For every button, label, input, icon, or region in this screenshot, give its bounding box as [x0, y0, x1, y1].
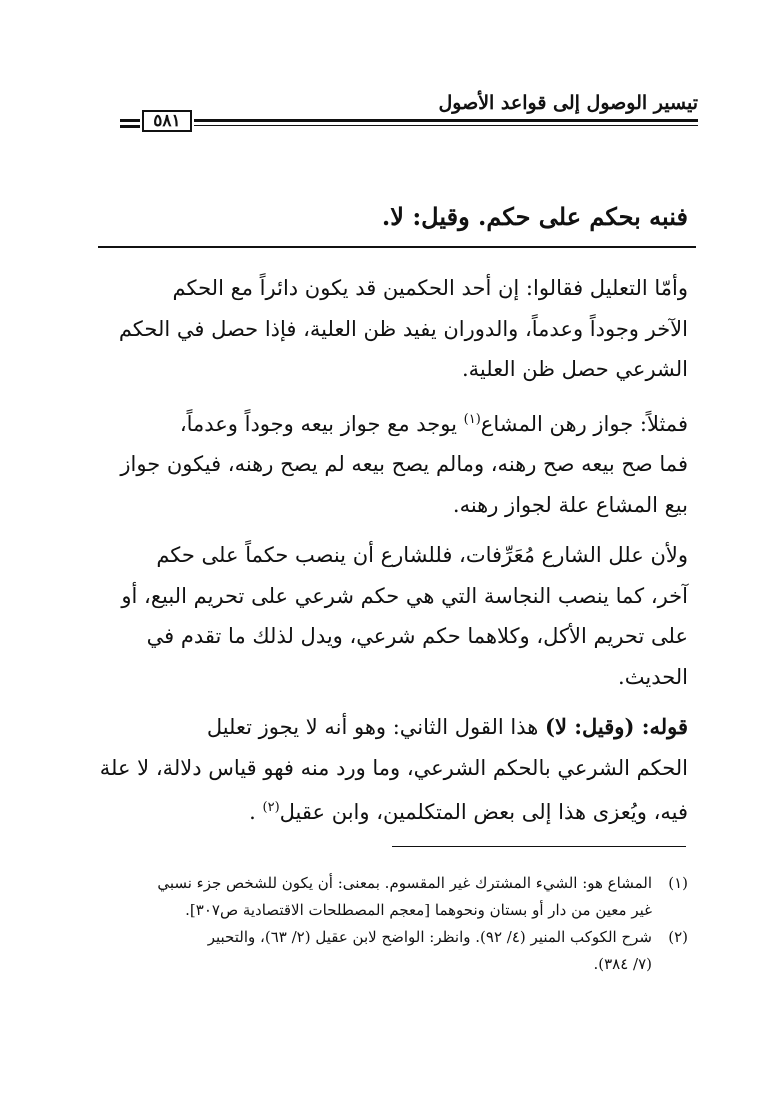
- text-line: الحكم الشرعي بالحكم الشرعي، وما ورد منه فهو قياس دلالة، لا علة: [99, 755, 688, 780]
- quote-label: قوله: (وقيل: لا): [545, 714, 688, 739]
- footnotes: [84, 870, 688, 978]
- matn-rule: [98, 246, 696, 248]
- footnote-number: (١): [668, 874, 688, 892]
- text-line: على تحريم الأكل، وكلاهما حكم شرعي، ويدل لذلك ما تقدم في: [146, 624, 688, 648]
- text-line: فيه، ويُعزى هذا إلى بعض المتكلمين، وابن عقيل$^{(٢)}$ .: [249, 800, 688, 824]
- header-rule-thick: [194, 119, 698, 122]
- paragraph-4: [88, 707, 688, 833]
- text-line: فما صح بيعه صح رهنه، ومالم يصح بيعه لم يصح رهنه، فيكون جواز: [120, 452, 688, 476]
- text-line: بيع المشاع علة لجواز رهنه.: [452, 492, 688, 517]
- footnote-line: المشاع هو: الشيء المشترك غير المقسوم. بمعنى: أن يكون للشخص جزء نسبي: [157, 874, 652, 892]
- footnote-2: [84, 924, 688, 978]
- text-line: آخر، كما ينصب النجاسة التي هي حكم شرعي على تحريم البيع، أو: [121, 583, 688, 608]
- text-line: قوله: (وقيل: لا) هذا القول الثاني: وهو أنه لا يجوز تعليل: [206, 714, 688, 739]
- running-title: تيسير الوصول إلى قواعد الأصول: [438, 92, 698, 114]
- paragraph-3: [88, 535, 688, 697]
- footnote-line: غير معين من دار أو بستان ونحوهما [معجم المصطلحات الاقتصادية ص٣٠٧].: [185, 901, 652, 919]
- text-line: الحديث.: [618, 664, 688, 689]
- footnote-ref-1[interactable]: (١): [463, 411, 481, 427]
- text-line: الشرعي حصل ظن العلية.: [462, 357, 688, 381]
- footnote-line: (٧/ ٣٨٤).: [593, 955, 652, 973]
- footnote-line: شرح الكوكب المنير (٤/ ٩٢). وانظر: الواضح لابن عقيل (٢/ ٦٣)، والتحبير: [207, 928, 652, 946]
- text-line: فمثلاً: جواز رهن المشاع$^{(١)}$ يوجد مع جواز بيعه وجوداً وعدماً،: [179, 411, 688, 436]
- text-line: ولأن علل الشارع مُعَرِّفات، فللشارع أن ينصب حكماً على حكم: [156, 543, 688, 567]
- footnote-1: [84, 870, 688, 924]
- text-line: الآخر وجوداً وعدماً، والدوران يفيد ظن العلية، فإذا حصل في الحكم: [118, 316, 688, 341]
- commentary-body: [88, 268, 688, 843]
- header-rule-thin: [194, 125, 698, 126]
- header-rule-left-2: [120, 125, 140, 128]
- paragraph-1: [88, 268, 688, 390]
- footnote-number: (٢): [668, 928, 688, 946]
- header-rule-left-1: [120, 119, 140, 122]
- page-number: ٥٨١: [142, 110, 192, 132]
- footnote-ref-2[interactable]: (٢): [262, 800, 280, 815]
- paragraph-2: [88, 400, 688, 526]
- footnote-separator: [392, 846, 686, 847]
- page-header: [120, 92, 698, 134]
- text-line: وأمّا التعليل فقالوا: إن أحد الحكمين قد يكون دائراً مع الحكم: [172, 276, 688, 300]
- matn-text: فنبه بحكم على حكم. وقيل: لا.: [381, 202, 688, 231]
